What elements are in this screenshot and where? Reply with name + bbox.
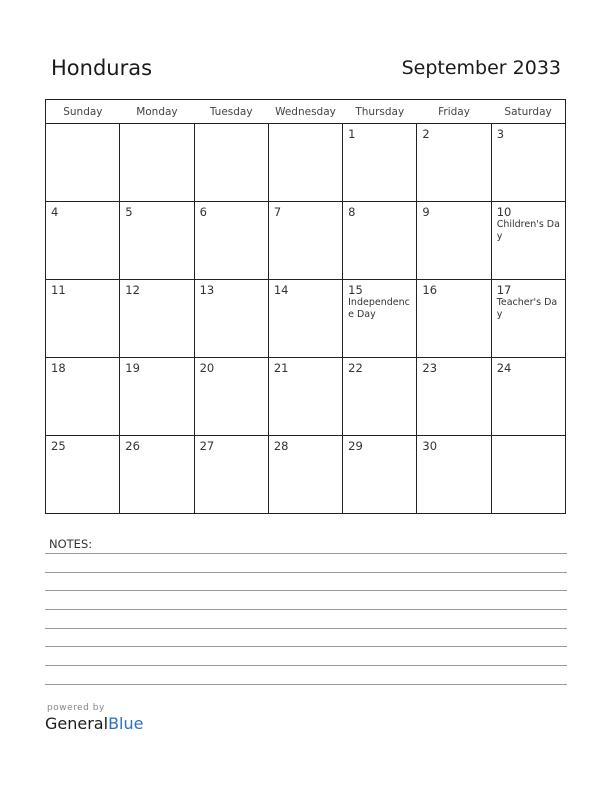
note-line [45, 553, 567, 554]
day-cell [491, 358, 565, 436]
weekday-wednesday: Wednesday [268, 100, 342, 124]
day-cell [120, 280, 194, 358]
day-cell [343, 124, 417, 202]
day-number: 5 [125, 205, 133, 219]
day-number: 12 [125, 283, 140, 297]
day-cell [194, 358, 268, 436]
day-number: 6 [199, 205, 207, 219]
brand-name-general: General [45, 714, 109, 733]
day-number: 17 [496, 283, 512, 297]
note-line [45, 628, 567, 629]
holiday-label: Teacher's Day [496, 297, 558, 320]
day-cell [194, 280, 268, 358]
weekday-friday: Friday [417, 100, 491, 124]
day-cell [491, 280, 565, 358]
day-cell [491, 202, 565, 280]
day-cell [417, 358, 491, 436]
note-line [45, 590, 567, 591]
day-number: 15 [348, 283, 363, 297]
day-cell [268, 280, 342, 358]
day-cell [417, 280, 491, 358]
week-row [46, 436, 566, 514]
note-line [45, 665, 567, 666]
day-number: 2 [422, 127, 430, 141]
day-cell [194, 124, 268, 202]
brand-name [45, 714, 143, 733]
day-number: 14 [273, 283, 289, 297]
day-number: 23 [422, 361, 438, 375]
day-cell [46, 202, 120, 280]
day-cell [194, 202, 268, 280]
day-cell [120, 358, 194, 436]
day-number: 16 [422, 283, 438, 297]
day-cell [46, 124, 120, 202]
weekday-sunday: Sunday [46, 100, 120, 124]
day-number: 13 [199, 283, 215, 297]
week-row [46, 124, 566, 202]
weekday-monday: Monday [120, 100, 194, 124]
holiday-label: Children's Day [496, 219, 560, 242]
note-line [45, 684, 567, 685]
brand-name-blue: Blue [108, 714, 144, 733]
day-cell [417, 124, 491, 202]
month-year-title: September 2033 [401, 57, 561, 79]
day-cell [268, 436, 342, 514]
day-number: 20 [199, 361, 215, 375]
day-number: 7 [273, 205, 282, 219]
day-number: 11 [51, 283, 66, 297]
day-number: 3 [496, 127, 505, 141]
day-number: 29 [348, 439, 363, 453]
calendar-grid [45, 99, 566, 514]
day-cell [417, 436, 491, 514]
day-number: 9 [422, 205, 430, 219]
note-line [45, 646, 567, 647]
day-number: 26 [125, 439, 140, 453]
day-cell [120, 436, 194, 514]
note-line [45, 609, 567, 610]
day-number: 10 [496, 205, 512, 219]
day-number: 8 [348, 205, 356, 219]
day-number: 18 [51, 361, 66, 375]
day-number: 27 [199, 439, 215, 453]
notes-label: NOTES: [49, 537, 93, 551]
day-cell [268, 358, 342, 436]
day-number: 1 [348, 127, 356, 141]
weekday-saturday: Saturday [491, 100, 565, 124]
powered-by-text: powered by [47, 703, 105, 713]
day-number: 22 [348, 361, 363, 375]
day-cell [194, 436, 268, 514]
day-cell [343, 280, 417, 358]
week-row [46, 202, 566, 280]
day-cell [46, 358, 120, 436]
day-cell [343, 358, 417, 436]
day-number: 19 [125, 361, 140, 375]
day-number: 25 [51, 439, 66, 453]
day-cell [491, 436, 565, 514]
holiday-label: Independence Day [348, 297, 410, 320]
day-cell [120, 124, 194, 202]
day-number: 28 [273, 439, 289, 453]
weekday-header-row [46, 100, 566, 124]
week-row [46, 358, 566, 436]
day-cell [417, 202, 491, 280]
weekday-thursday: Thursday [343, 100, 417, 124]
note-line [45, 572, 567, 573]
week-row [46, 280, 566, 358]
day-cell [268, 124, 342, 202]
brand-logo [45, 703, 143, 733]
day-number: 30 [422, 439, 438, 453]
day-cell [343, 436, 417, 514]
day-number: 24 [496, 361, 512, 375]
day-cell [343, 202, 417, 280]
day-cell [120, 202, 194, 280]
day-number: 4 [51, 205, 59, 219]
day-cell [46, 280, 120, 358]
day-cell [491, 124, 565, 202]
day-cell [46, 436, 120, 514]
country-title: Honduras [51, 56, 153, 80]
weekday-tuesday: Tuesday [194, 100, 268, 124]
day-cell [268, 202, 342, 280]
day-number: 21 [273, 361, 289, 375]
